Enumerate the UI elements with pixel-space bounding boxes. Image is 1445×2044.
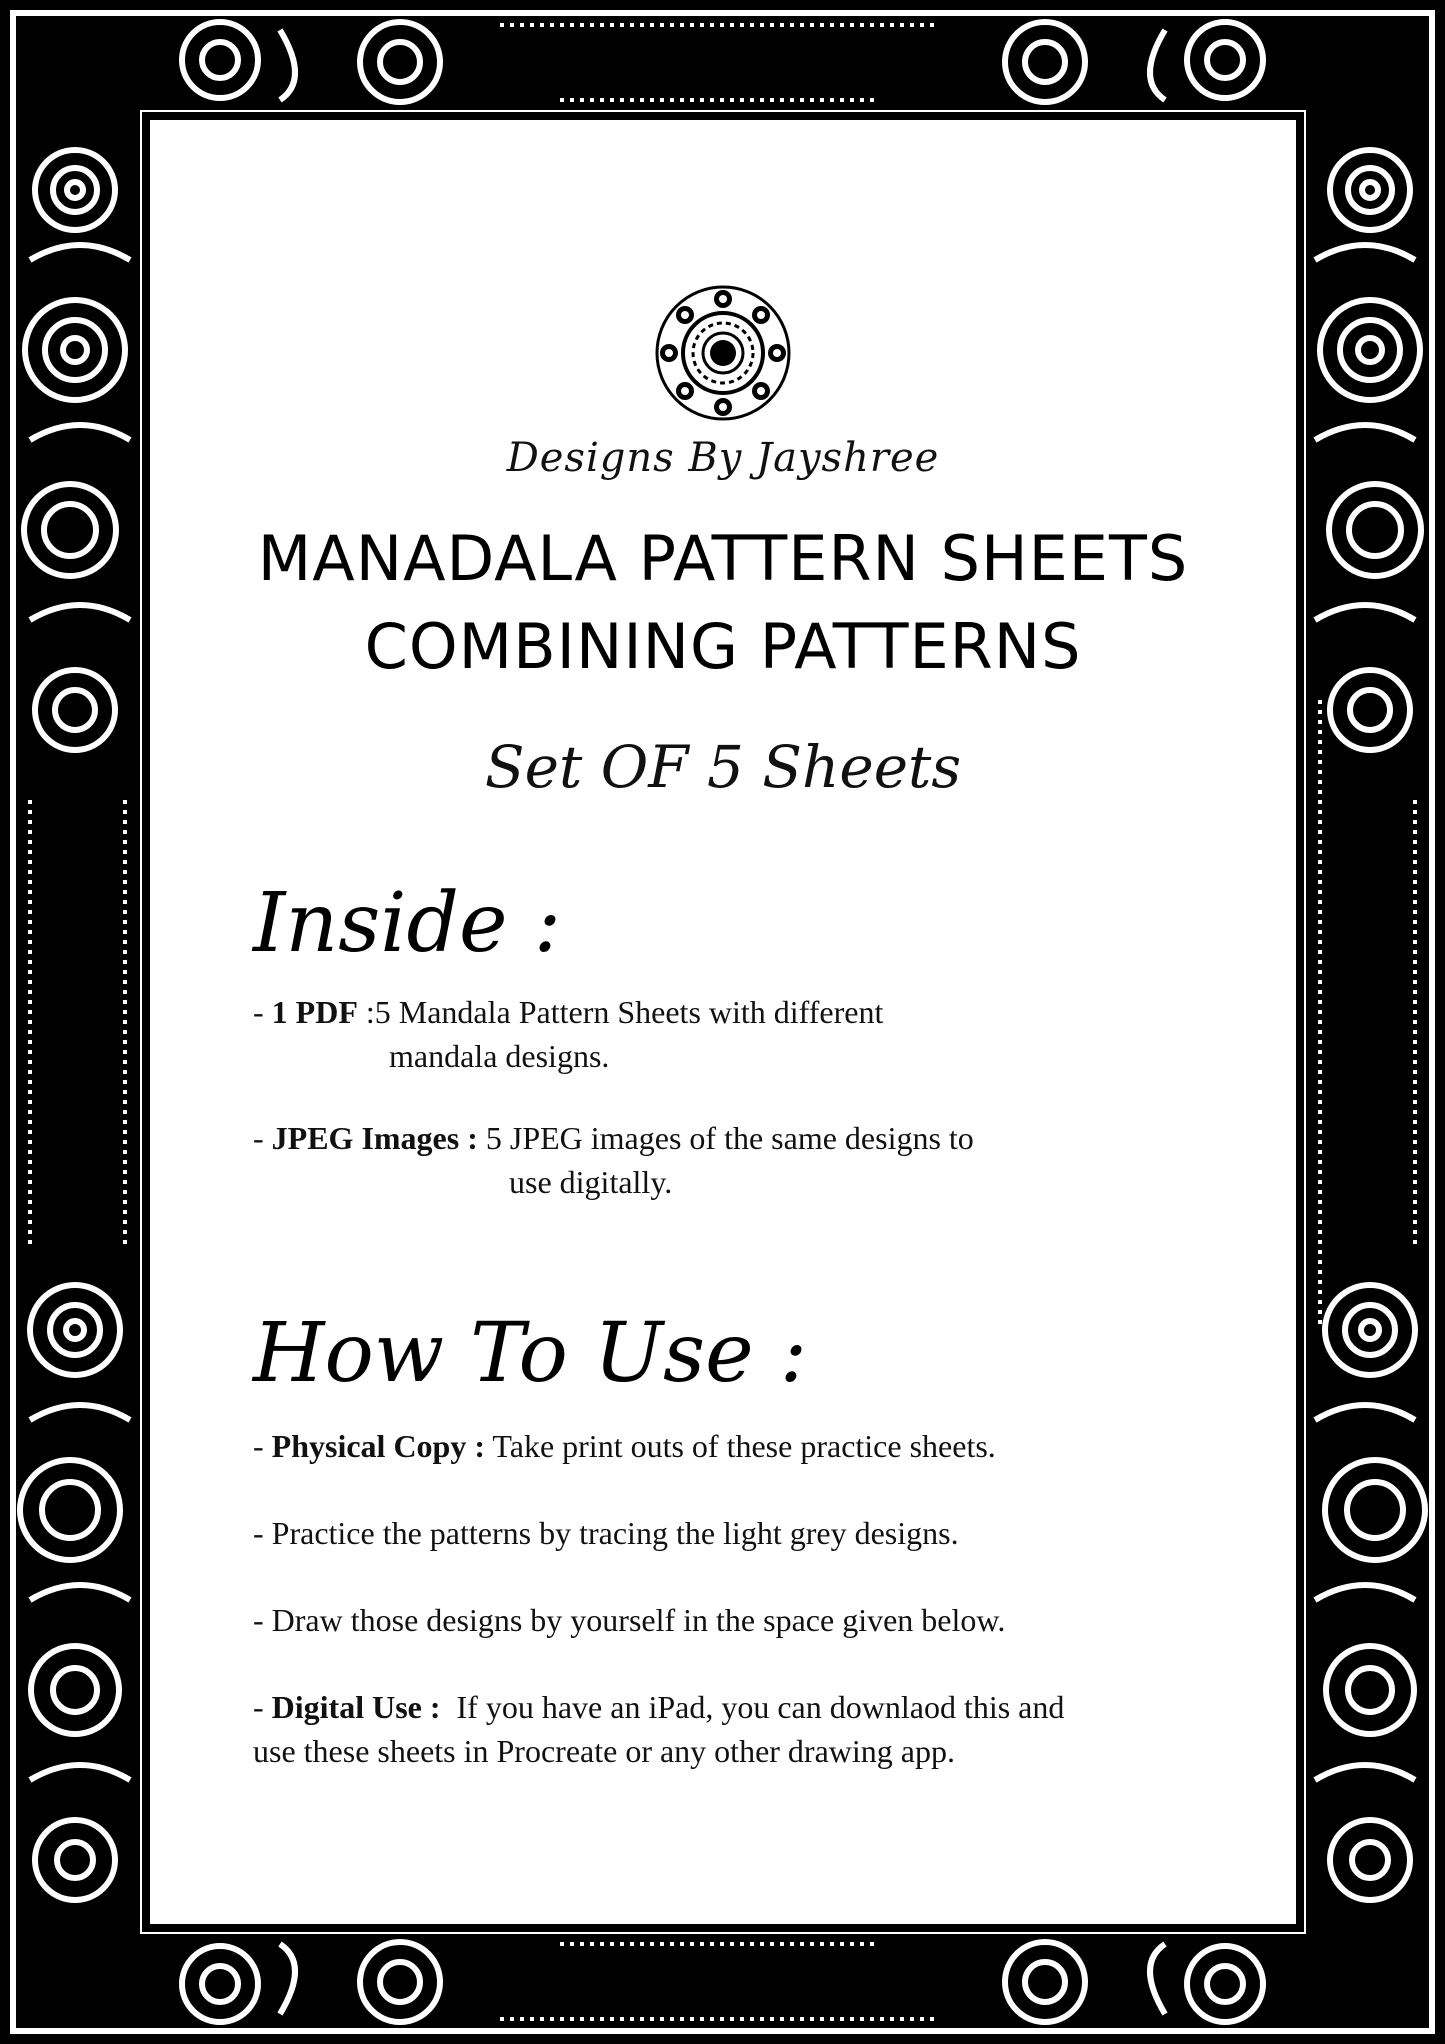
page-subtitle: Set OF 5 Sheets	[484, 733, 962, 801]
item-label: Physical Copy :	[271, 1428, 485, 1464]
bullet-dash: -	[253, 1120, 272, 1156]
brand-block	[153, 283, 1293, 481]
page-title-line2: COMBINING PATTERNS	[364, 610, 1082, 683]
item-text: 5 JPEG images of the same designs to	[485, 1120, 974, 1156]
howto-item-digital	[253, 1685, 1233, 1773]
item-label: Digital Use :	[271, 1689, 441, 1725]
bullet-dash: -	[253, 994, 272, 1030]
content-panel	[153, 123, 1293, 1921]
item-text: If you have an iPad, you can downlaod this and	[440, 1689, 1065, 1725]
mandala-icon	[653, 283, 793, 423]
bullet-dash: -	[253, 1515, 272, 1551]
bullet-dash: -	[253, 1602, 272, 1638]
item-text-continued: mandala designs.	[389, 1038, 610, 1074]
inside-item-jpeg	[253, 1116, 1233, 1204]
item-text: Practice the patterns by tracing the light grey designs.	[271, 1515, 959, 1551]
item-text-continued: use digitally.	[509, 1164, 673, 1200]
bullet-dash: -	[253, 1428, 272, 1464]
item-text: 5 Mandala Pattern Sheets with different	[374, 994, 884, 1030]
page-title-line1: MANADALA PATTERN SHEETS	[257, 522, 1189, 595]
item-text-continued: use these sheets in Procreate or any other drawing app.	[253, 1733, 955, 1769]
item-separator	[478, 1120, 486, 1156]
how-to-use-heading: How To Use :	[253, 1306, 808, 1401]
item-text: Take print outs of these practice sheets.	[485, 1428, 996, 1464]
howto-item-physical	[253, 1424, 1233, 1468]
item-label: 1 PDF	[271, 994, 358, 1030]
howto-item-practice	[253, 1511, 1233, 1555]
inside-item-pdf	[253, 990, 1233, 1078]
inside-heading: Inside :	[253, 876, 562, 971]
howto-item-draw	[253, 1598, 1233, 1642]
item-label: JPEG Images :	[271, 1120, 478, 1156]
brand-name: Designs By Jayshree	[506, 435, 940, 481]
item-text: Draw those designs by yourself in the space given below.	[271, 1602, 1006, 1638]
item-separator: :	[357, 994, 375, 1030]
bullet-dash: -	[253, 1689, 272, 1725]
